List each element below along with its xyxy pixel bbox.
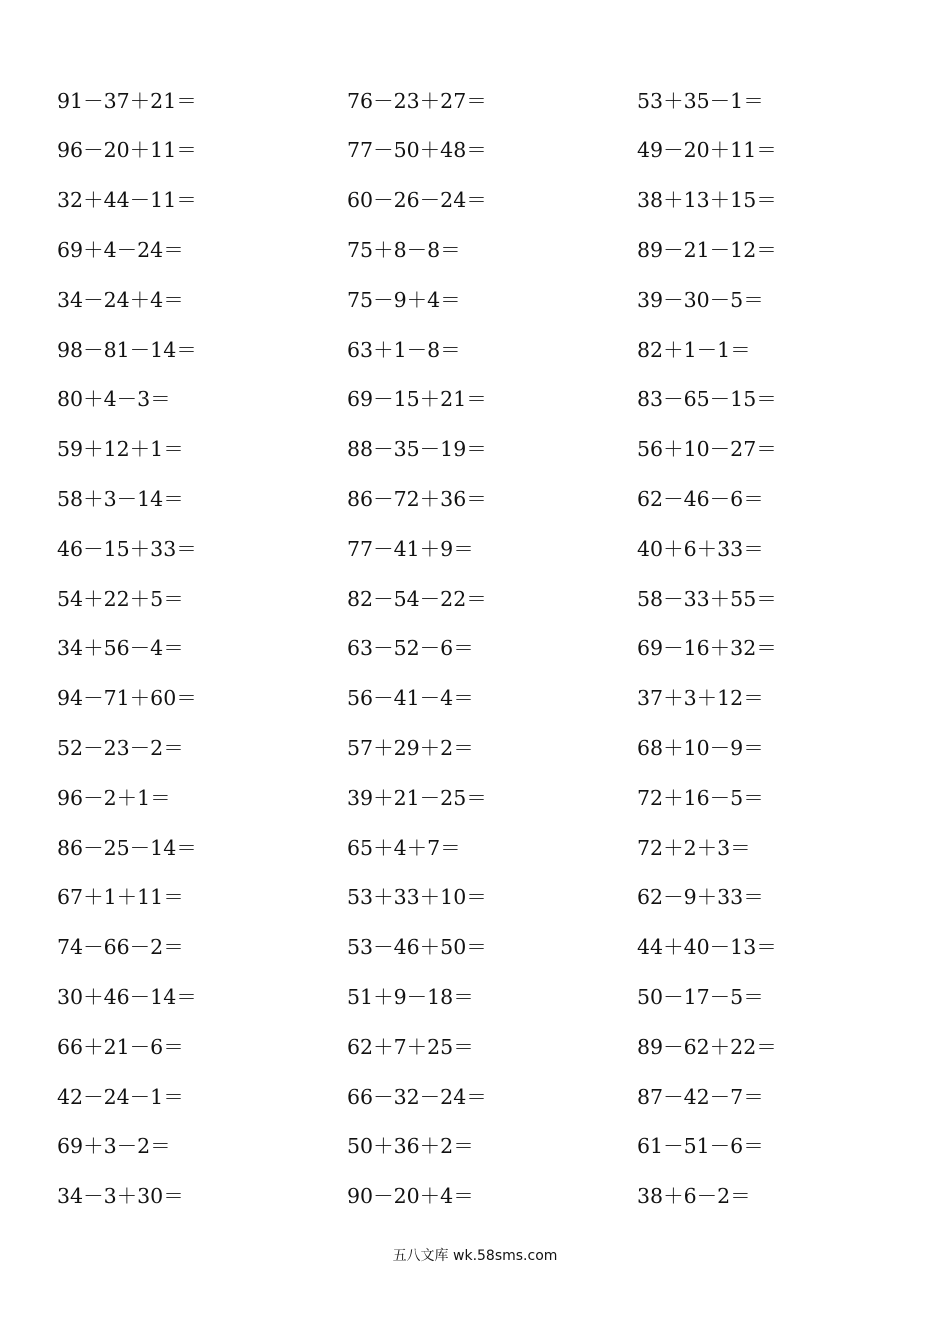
arithmetic-problem: 51＋9－18＝	[347, 984, 474, 1009]
arithmetic-problem: 98－81－14＝	[57, 337, 197, 362]
arithmetic-problem: 72＋16－5＝	[637, 785, 764, 810]
arithmetic-problem: 34－3＋30＝	[57, 1184, 184, 1209]
arithmetic-problem: 52－23－2＝	[57, 736, 184, 760]
problem-grid	[57, 76, 917, 1221]
arithmetic-problem: 53－46＋50＝	[347, 935, 487, 960]
arithmetic-problem: 58－33＋55＝	[637, 586, 777, 611]
arithmetic-problem: 67＋1＋11＝	[57, 885, 184, 910]
arithmetic-problem: 37＋3＋12＝	[637, 686, 764, 711]
arithmetic-problem: 86－25－14＝	[57, 835, 197, 860]
arithmetic-problem: 82－54－22＝	[347, 586, 487, 611]
arithmetic-problem: 44＋40－13＝	[637, 935, 777, 960]
arithmetic-problem: 80＋4－3＝	[57, 387, 171, 412]
arithmetic-problem: 32＋44－11＝	[57, 188, 197, 213]
arithmetic-problem: 38＋6－2＝	[637, 1184, 751, 1209]
arithmetic-problem: 34－24＋4＝	[57, 287, 184, 312]
arithmetic-problem: 75＋8－8＝	[347, 238, 461, 263]
arithmetic-problem: 39－30－5＝	[637, 287, 764, 312]
arithmetic-problem: 86－72＋36＝	[347, 487, 487, 512]
arithmetic-problem: 66＋21－6＝	[57, 1034, 184, 1059]
arithmetic-problem: 68＋10－9＝	[637, 736, 764, 760]
arithmetic-problem: 58＋3－14＝	[57, 487, 184, 512]
arithmetic-problem: 39＋21－25＝	[347, 785, 487, 810]
arithmetic-problem: 56－41－4＝	[347, 686, 474, 711]
arithmetic-problem: 72＋2＋3＝	[637, 835, 751, 860]
arithmetic-problem: 61－51－6＝	[637, 1134, 764, 1159]
arithmetic-problem: 88－35－19＝	[347, 437, 487, 462]
arithmetic-problem: 38＋13＋15＝	[637, 188, 777, 213]
arithmetic-problem: 56＋10－27＝	[637, 437, 777, 462]
arithmetic-problem: 30＋46－14＝	[57, 984, 197, 1009]
arithmetic-problem: 77－41＋9＝	[347, 536, 474, 561]
arithmetic-problem: 34＋56－4＝	[57, 636, 184, 661]
arithmetic-problem: 62＋7＋25＝	[347, 1034, 474, 1059]
arithmetic-problem: 62－46－6＝	[637, 487, 764, 512]
arithmetic-problem: 63＋1－8＝	[347, 337, 461, 362]
arithmetic-problem: 89－62＋22＝	[637, 1034, 777, 1059]
arithmetic-problem: 63－52－6＝	[347, 636, 474, 661]
arithmetic-problem: 89－21－12＝	[637, 238, 777, 263]
arithmetic-problem: 62－9＋33＝	[637, 885, 764, 910]
arithmetic-problem: 49－20＋11＝	[637, 138, 777, 163]
arithmetic-problem: 57＋29＋2＝	[347, 736, 474, 760]
arithmetic-problem: 83－65－15＝	[637, 387, 777, 412]
arithmetic-problem: 40＋6＋33＝	[637, 536, 764, 561]
arithmetic-problem: 42－24－1＝	[57, 1084, 184, 1109]
arithmetic-problem: 75－9＋4＝	[347, 287, 461, 312]
arithmetic-problem: 53＋35－1＝	[637, 88, 764, 113]
arithmetic-problem: 46－15＋33＝	[57, 536, 197, 561]
arithmetic-problem: 69－16＋32＝	[637, 636, 777, 661]
arithmetic-problem: 65＋4＋7＝	[347, 835, 461, 860]
arithmetic-problem: 82＋1－1＝	[637, 337, 751, 362]
arithmetic-problem: 91－37＋21＝	[57, 88, 197, 113]
arithmetic-problem: 96－2＋1＝	[57, 785, 171, 810]
arithmetic-problem: 77－50＋48＝	[347, 138, 487, 163]
arithmetic-problem: 66－32－24＝	[347, 1084, 487, 1109]
arithmetic-problem: 50＋36＋2＝	[347, 1134, 474, 1159]
arithmetic-problem: 96－20＋11＝	[57, 138, 197, 163]
arithmetic-problem: 60－26－24＝	[347, 188, 487, 213]
arithmetic-problem: 54＋22＋5＝	[57, 586, 184, 611]
arithmetic-problem: 69－15＋21＝	[347, 387, 487, 412]
arithmetic-problem: 74－66－2＝	[57, 935, 184, 960]
arithmetic-problem: 87－42－7＝	[637, 1084, 764, 1109]
arithmetic-problem: 69＋3－2＝	[57, 1134, 171, 1159]
arithmetic-problem: 90－20＋4＝	[347, 1184, 474, 1209]
arithmetic-problem: 53＋33＋10＝	[347, 885, 487, 910]
arithmetic-problem: 69＋4－24＝	[57, 238, 184, 263]
arithmetic-problem: 59＋12＋1＝	[57, 437, 184, 462]
footer-watermark: 五八文库 wk.58sms.com	[392, 1248, 558, 1264]
arithmetic-problem: 50－17－5＝	[637, 984, 764, 1009]
arithmetic-problem: 94－71＋60＝	[57, 686, 197, 711]
arithmetic-problem: 76－23＋27＝	[347, 88, 487, 113]
